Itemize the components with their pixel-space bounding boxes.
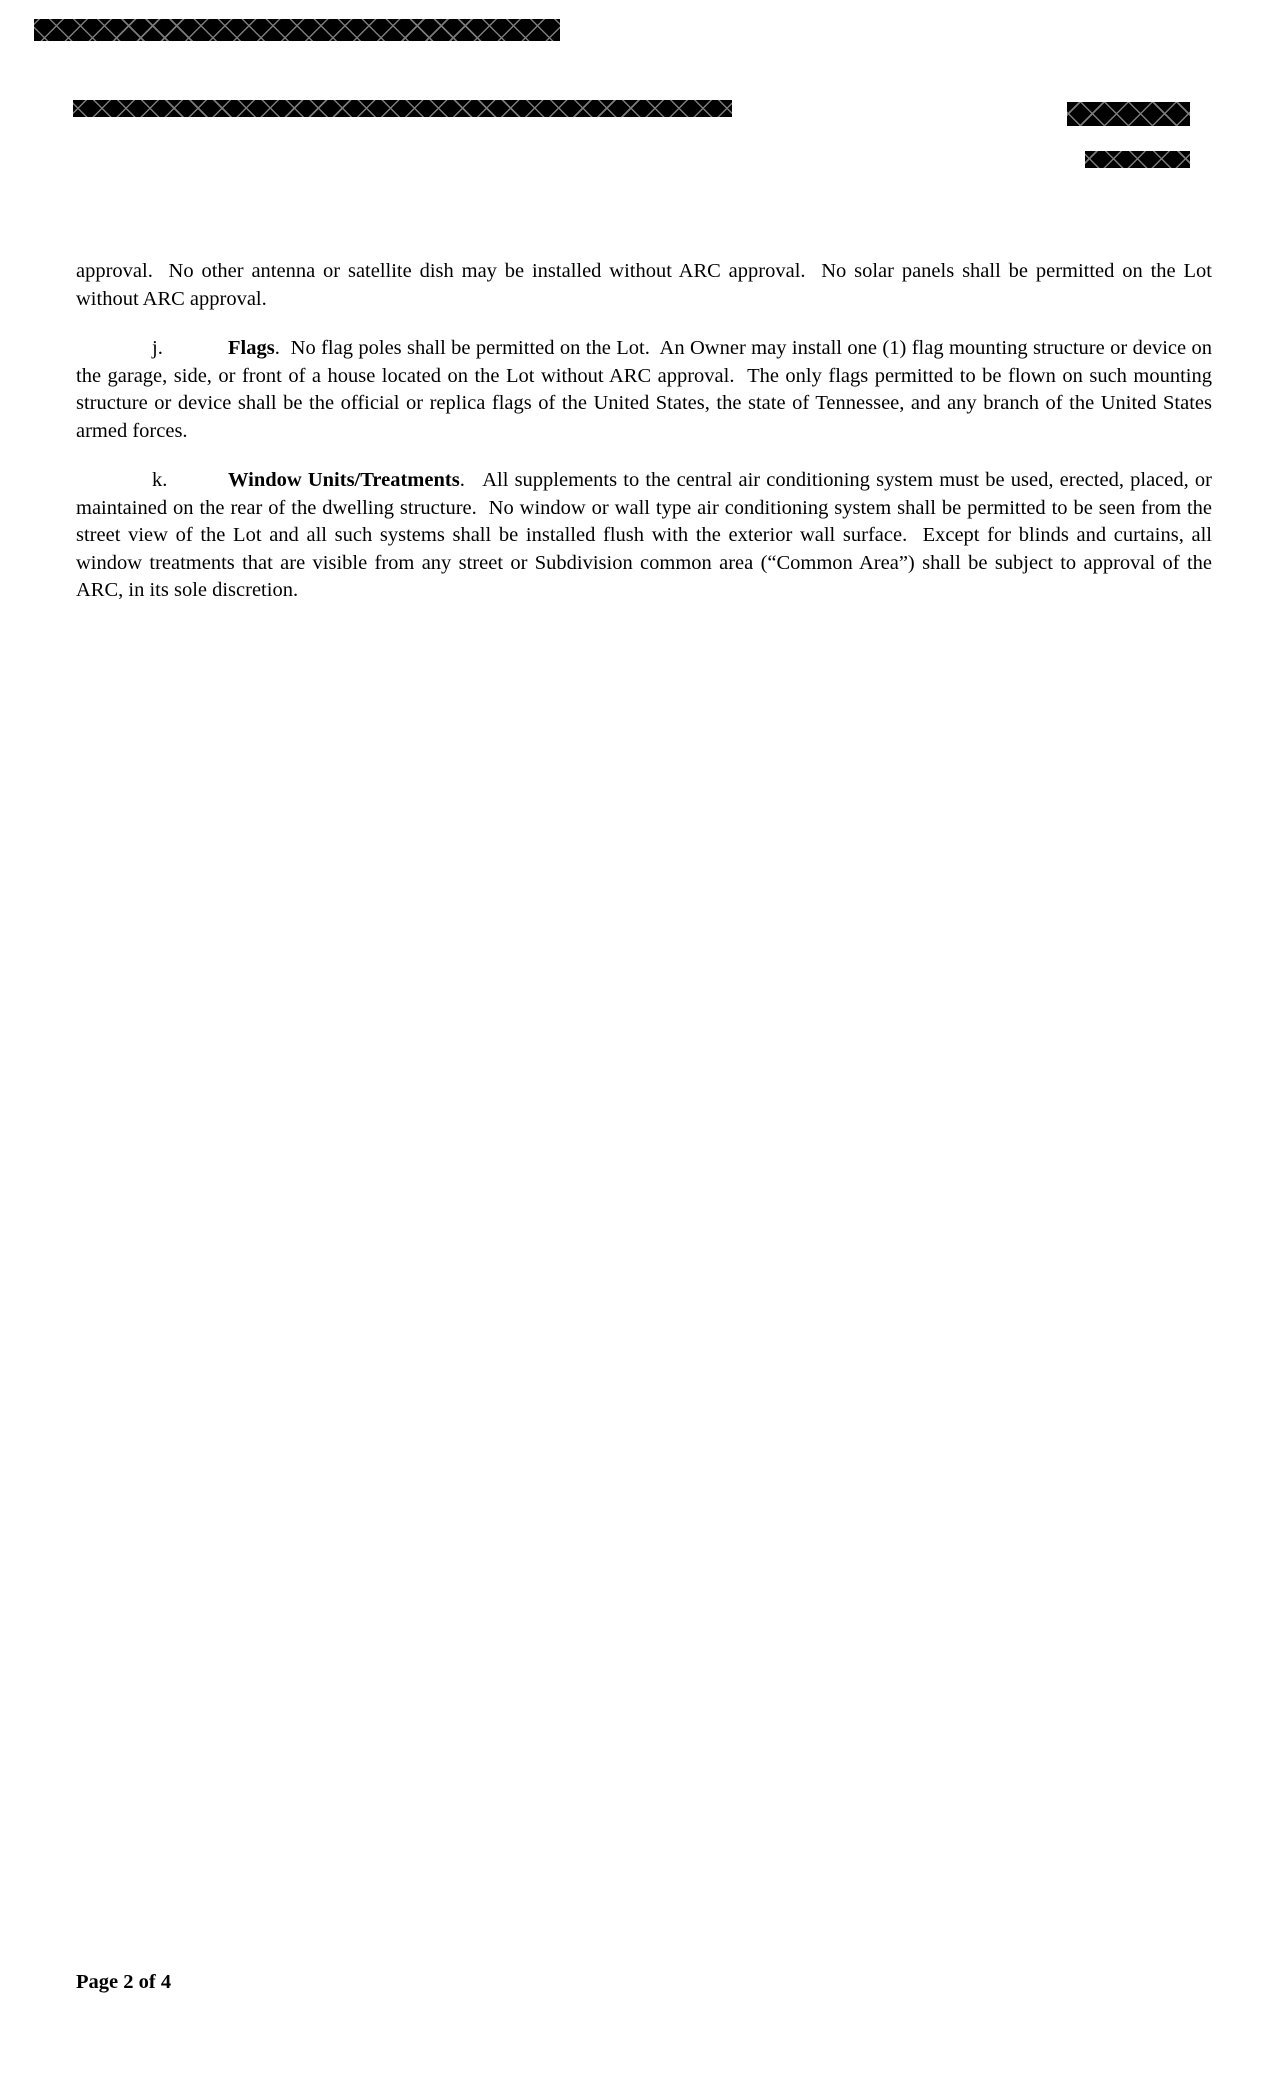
item-heading: Flags xyxy=(228,337,275,359)
item-letter: j. xyxy=(152,337,163,359)
paragraph-continued: approval. No other antenna or satellite dish may be installed without ARC approval. No solar panels shall be permitted on the Lot without ARC approval. xyxy=(76,260,1218,310)
item-heading-punct: . xyxy=(274,337,280,359)
redaction-block-top xyxy=(34,19,560,41)
item-text: All supplements to the central air conditioning system must be used, erected, placed, or maintained on the rear of the dwelling structure. No window or wall type air conditioning system shall be permitted to be seen from the street view of the Lot and all such systems shall be installed flush with the exterior wall surface. Except for blinds and curtains, all window treatments that are visible from any street or Subdivision common area (“Common Area”) shall be subject to approval of the ARC, in its sole discretion. xyxy=(76,469,1218,601)
redaction-block-header-right xyxy=(1067,102,1190,126)
item-heading: Window Units/Treatments xyxy=(228,469,460,491)
redaction-block-header-right-small xyxy=(1085,151,1190,168)
page-number-footer: Page 2 of 4 xyxy=(76,1971,172,1993)
item-heading-punct: . xyxy=(459,469,465,491)
section-item-j xyxy=(76,335,1218,445)
section-item-k xyxy=(76,467,1218,605)
redaction-block-header-left xyxy=(73,100,732,117)
item-letter: k. xyxy=(152,469,168,491)
item-text: No flag poles shall be permitted on the Lot. An Owner may install one (1) flag mounting structure or device on the garage, side, or front of a house located on the Lot without ARC approval. The only flags permitted to be flown on such mounting structure or device shall be the official or replica flags of the United States, the state of Tennessee, and any branch of the United States armed forces. xyxy=(76,337,1218,442)
